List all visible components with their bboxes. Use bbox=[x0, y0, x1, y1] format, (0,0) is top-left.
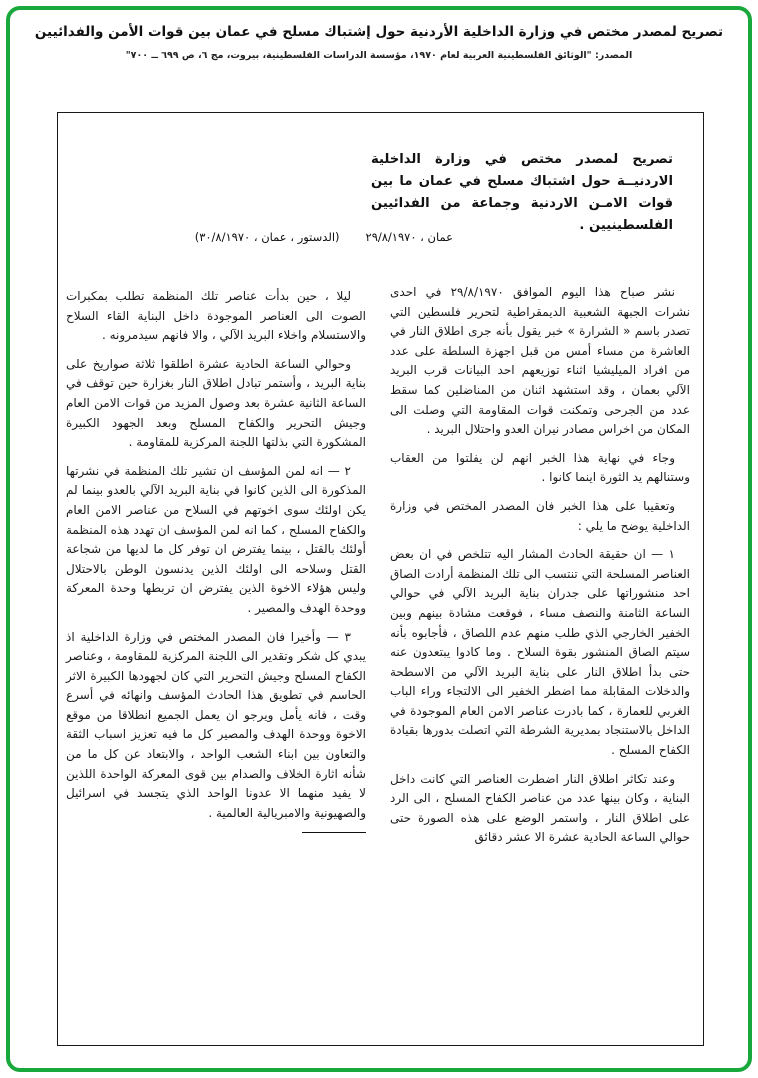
document-heading: تصريح لمصدر مختص في وزارة الداخلية الاردنيــة حول اشتباك مسلح في عمان ما بين قوات الامـن الاردنية وجماعة من الفدائيين الفلسطينيين . bbox=[371, 152, 673, 233]
dateline-place: عمان ، ٢٩/٨/١٩٧٠ bbox=[365, 230, 453, 244]
paragraph: وتعقيبا على هذا الخبر فان المصدر المختص في وزارة الداخلية يوضح ما يلي : bbox=[390, 498, 690, 533]
document-box bbox=[57, 112, 704, 1046]
dateline bbox=[195, 230, 453, 244]
paragraph: ١ — ان حقيقة الحادث المشار اليه تتلخص في ان بعض العناصر المسلحة التي تنتسب الى تلك المنظمة أرادت الصاق احد منشوراتها على جدران بناية البريد الآلي في حوالي الساعة الثامنة والنصف مساء ، فوقعت مشادة بينهم وبين الخفير الخارجي الذي طلب منهم عدم اللصاق ، فأجابوه بأنه سيتم الصاق المنشور بقوة السلاح . وما كادوا يبتعدون عنه حتى بدأ اطلاق النار على بناية البريد الآلي من الاسطحة والدخلات المقابلة مما اضطر الخفير الى الالتجاء وراء الباب الغربي للعمارة ، كما بادرت عناصر الامن العام الموجودة في الداخل بالاستنجاد بمديرية الشرطة التي اتصلت بدورها بقيادة الكفاح المسلح . bbox=[390, 547, 690, 758]
page-title: تصريح لمصدر مختص في وزارة الداخلية الأردنية حول إشتباك مسلح في عمان بين قوات الأمن والفدائيين bbox=[34, 24, 724, 40]
column-right bbox=[390, 283, 690, 857]
dateline-reference: (الدستور ، عمان ، ٣٠/٨/١٩٧٠) bbox=[194, 230, 340, 244]
paragraph: ٣ — وأخيرا فان المصدر المختص في وزارة الداخلية اذ يبدي كل شكر وتقدير الى اللجنة المركزية للمقاومة ، وعناصر الكفاح المسلح وجيش التحرير التي كان لجهودها الكبيرة الاثر الحاسم في تطويق هذا الحادث المؤسف وانهائه في أسرع وقت ، فانه يأمل ويرجو ان يعمل الجميع انطلاقا من موقع الاخوة ووحدة الهدف والمصير كل ما فيه تعزيز اسباب الثقة والتعاون بين ابناء الشعب الواحد ، والابتعاد عن كل ما من شأنه اثارة الخلاف والصدام بين قوى المعركة الواحدة اللذين لا يفيد منهما الا عدونا الواحد الذي يتجسد في اسرائيل والصهيونية والامبريالية العالمية . bbox=[66, 629, 366, 820]
paragraph: نشر صباح هذا اليوم الموافق ٢٩/٨/١٩٧٠ في احدى نشرات الجبهة الشعبية الديمقراطية لتحرير فلسطين التي تصدر باسم « الشرارة » خبر يقول بأنه جرى اطلاق النار في العاشرة من مساء أمس من قبل اجهزة السلطة على عدد من افراد الميليشيا اثناء توزيعهم احد البيانات قرب البريد الآلي بعمان ، وقد استشهد اثنان من المناضلين كما سقط عدد من الجرحى وتمكنت قوات المقاومة التي وصلت الى المكان من اخراس مصادر نيران العدو واحتلال البريد . bbox=[390, 285, 690, 437]
paragraph: ٢ — انه لمن المؤسف ان تشير تلك المنظمة في نشرتها المذكورة الى الذين كانوا في بناية البريد الآلي بالعدو بينما لم يكن اولئك سوى اخوتهم في السلاح من عناصر الامن العام والكفاح المسلح ، كما انه لمن المؤسف ان تهدد هذه المنظمة أولئك بالقتل ، بينما يفترض ان توفر كل ما لديها من شجاعة القتل وسلاحه الى اولئك الذين يدنسون الوطن بالاحتلال وليس هؤلاء الاخوة الذين يفترض ان تربطها وحدة المعركة ووحدة الهدف والمصير . bbox=[66, 463, 366, 615]
paragraph: وعند تكاثر اطلاق النار اضطرت العناصر التي كانت داخل البناية ، وكان بينها عدد من عناصر الكفاح المسلح ، الى الرد على اطلاق النار ، واستمر الوضع على هذه الصورة حتى حوالي الساعة الحادية عشرة الا عشر دقائق bbox=[390, 771, 690, 845]
paragraph: ليلا ، حين بدأت عناصر تلك المنظمة تطلب بمكبرات الصوت الى العناصر الموجودة داخل البناية القاء السلاح والاستسلام واخلاء البريد الآلي ، والا فانهم سيدمرونه . bbox=[66, 289, 366, 343]
paragraph: وحوالي الساعة الحادية عشرة اطلقوا ثلاثة صواريخ على بناية البريد ، وأستمر تبادل اطلاق النار بغزارة حين توقف في الساعة الثانية عشرة بعد وصول المزيد من قوات الامن العام وجيش التحرير والكفاح المسلح وبعد الجهود الكبيرة المشكورة التي بذلتها اللجنة المركزية للمقاومة . bbox=[66, 356, 366, 450]
paragraph: وجاء في نهاية هذا الخبر انهم لن يفلتوا من العقاب وستنالهم يد الثورة اينما كانوا . bbox=[390, 450, 690, 485]
source-citation: المصدر: "الوثائق الفلسطينية العربية لعام ١٩٧٠، مؤسسة الدراسات الفلسطينية، بيروت، مج ٦، ص ٦٩٩ ــ ٧٠٠" bbox=[125, 50, 633, 61]
end-of-document-rule bbox=[302, 832, 366, 833]
column-left bbox=[66, 287, 366, 833]
